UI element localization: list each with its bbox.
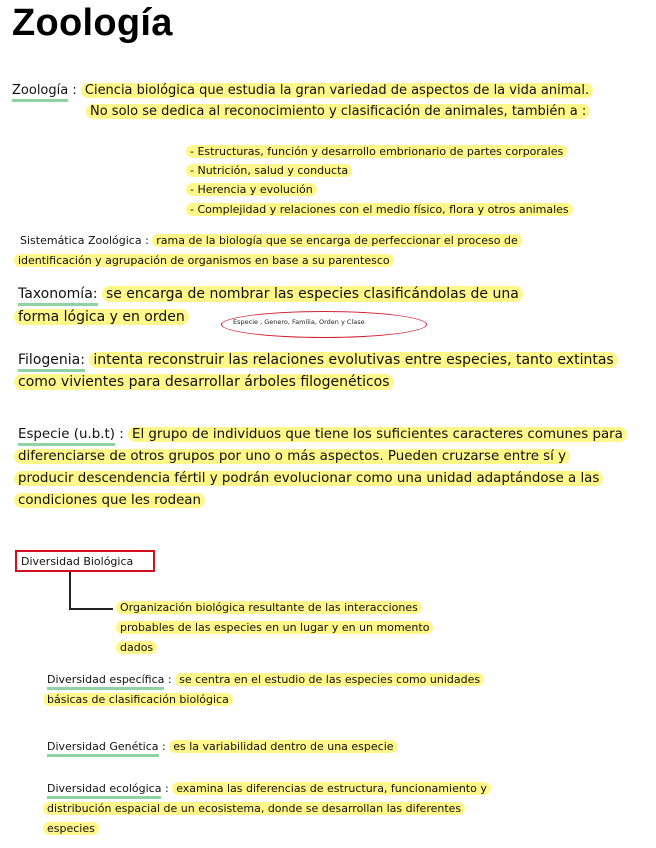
list-item: - Estructuras, función y desarrollo embrionario de partes corporales [186, 145, 567, 158]
filogenia-term: Filogenia: [18, 352, 85, 372]
diversidad-definition-2: probables de las especies en un lugar y en un momento [116, 621, 433, 634]
taxonomia-term: Taxonomía: [18, 286, 98, 306]
especie-term: Especie (u.b.t) [18, 427, 115, 446]
zoologia-definition-1: Ciencia biológica que estudia la gran variedad de aspectos de la vida animal. [81, 83, 593, 98]
sistematica-line-2: identificación y agrupación de organismos en base a su parentesco [14, 254, 394, 267]
sistematica-line-1: Sistemática Zoológica : rama de la biología que se encarga de perfeccionar el proceso de [20, 234, 522, 247]
zoologia-line-1: Zoología : Ciencia biológica que estudia la gran variedad de aspectos de la vida animal. [12, 83, 593, 98]
especifica-term: Diversidad específica [47, 673, 164, 690]
list-item: - Herencia y evolución [186, 183, 317, 196]
ecologica-line-1: Diversidad ecológica : examina las diferencias de estructura, funcionamiento y [47, 782, 491, 795]
especifica-line-2: básicas de clasificación biológica [43, 693, 233, 706]
diversidad-definition-1: Organización biológica resultante de las interacciones [116, 601, 422, 614]
filogenia-line-1: Filogenia: intenta reconstruir las relaciones evolutivas entre especies, tanto extintas [18, 352, 618, 368]
ecologica-term: Diversidad ecológica [47, 782, 161, 799]
sistematica-term: Sistemática Zoológica [20, 234, 142, 247]
zoologia-term: Zoología [12, 83, 68, 102]
bracket-connector-horizontal [69, 608, 113, 610]
list-item: - Complejidad y relaciones con el medio físico, flora y otros animales [186, 203, 573, 216]
especifica-line-1: Diversidad específica : se centra en el estudio de las especies como unidades [47, 673, 484, 686]
ecologica-line-3: especies [43, 822, 99, 835]
taxonomia-ellipse-note: Especie , Genero, Familia, Orden y Clase [233, 318, 365, 326]
bracket-connector [69, 572, 71, 609]
especie-line-3: producir descendencia fértil y podrán evolucionar como una unidad adaptándose a las [14, 471, 603, 486]
page-title: Zoología [12, 2, 173, 44]
ecologica-line-2: distribución espacial de un ecosistema, donde se desarrollan las diferentes [43, 802, 465, 815]
diversidad-definition-3: dados [116, 641, 157, 654]
taxonomia-line-2: forma lógica y en orden [14, 309, 189, 325]
filogenia-line-2: como vivientes para desarrollar árboles filogenéticos [14, 374, 394, 390]
genetica-term: Diversidad Genética [47, 740, 159, 757]
especie-line-4: condiciones que les rodean [14, 493, 205, 508]
zoologia-definition-2: No solo se dedica al reconocimiento y clasificación de animales, también a : [86, 104, 590, 119]
taxonomia-line-1: Taxonomía: se encarga de nombrar las especies clasificándolas de una [18, 286, 523, 302]
especie-line-2: diferenciarse de otros grupos por uno o más aspectos. Pueden cruzarse entre sí y [14, 449, 570, 464]
zoologia-line-2 [86, 104, 590, 119]
diversidad-box-label: Diversidad Biológica [21, 555, 134, 568]
genetica-line-1: Diversidad Genética : es la variabilidad dentro de una especie [47, 740, 398, 753]
list-item: - Nutrición, salud y conducta [186, 164, 352, 177]
especie-line-1: Especie (u.b.t) : El grupo de individuos que tiene los suficientes caracteres comunes para [18, 427, 627, 442]
